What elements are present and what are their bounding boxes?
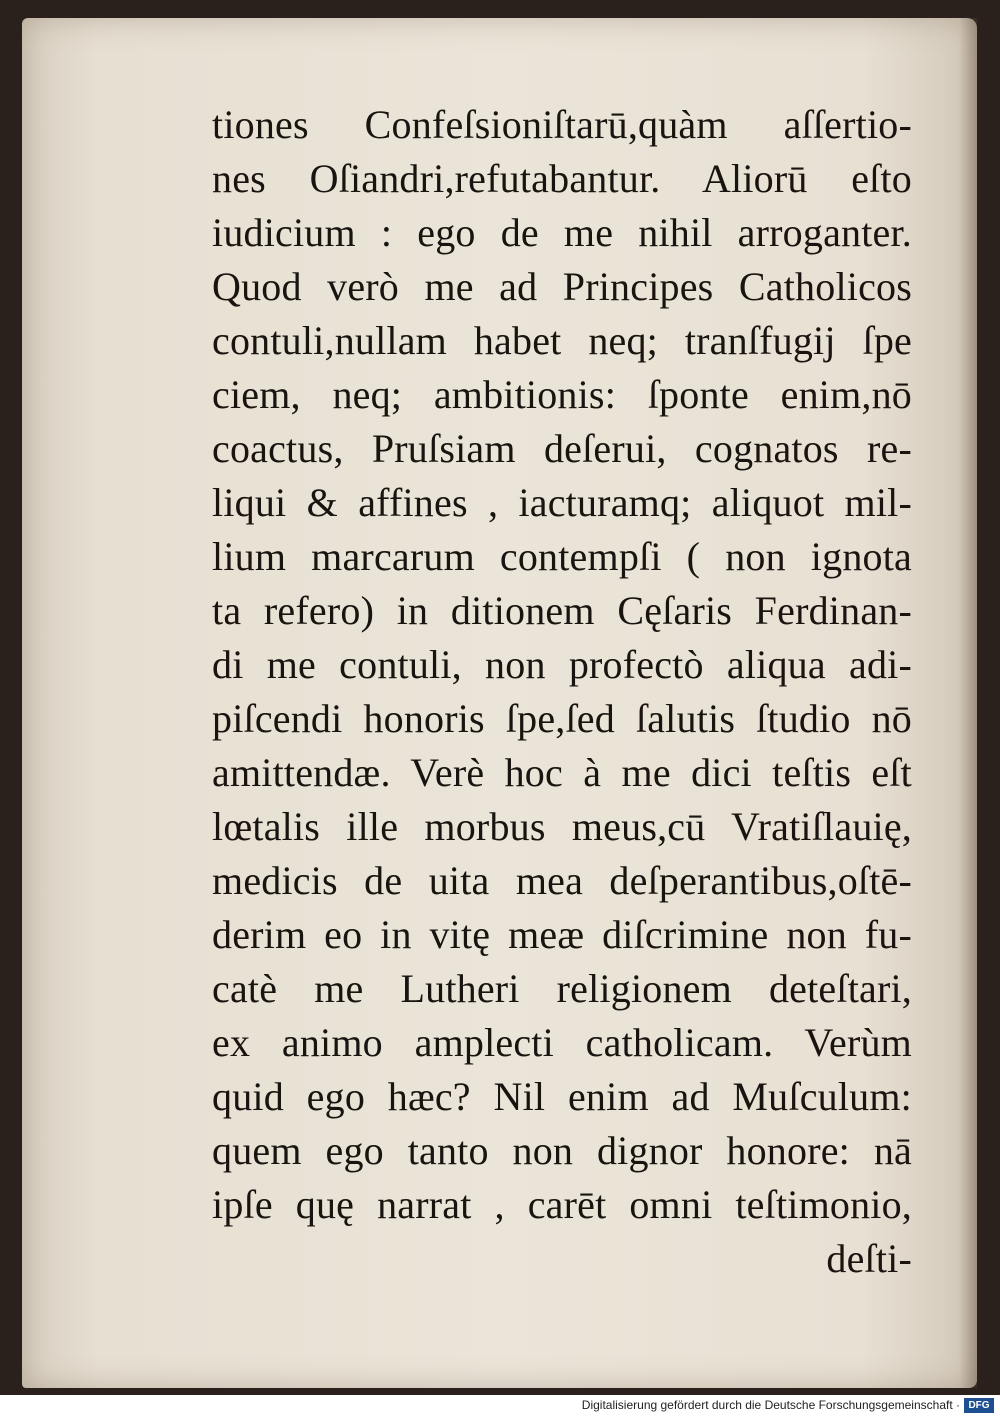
text-line: quid ego hæc? Nil enim ad Muſculum:: [212, 1074, 912, 1119]
body-text: [212, 98, 912, 1286]
digitization-footer: [0, 1395, 1000, 1417]
text-line: liqui & affines , iacturamq; aliquot mil-: [212, 480, 912, 525]
text-line: Quod verò me ad Principes Catholicos: [212, 264, 912, 309]
page-edge-shadow: [959, 18, 977, 1388]
text-line: di me contuli, non profectò aliqua adi-: [212, 642, 912, 687]
book-page: [22, 18, 977, 1388]
text-line: ta refero) in ditionem Cęſaris Ferdinan-: [212, 588, 912, 633]
catchword: deſti-: [826, 1236, 912, 1281]
text-line: ex animo amplecti catholicam. Verùm: [212, 1020, 912, 1065]
text-line: derim eo in vitę meæ diſcrimine non fu-: [212, 912, 912, 957]
text-line: quem ego tanto non dignor honore: nā: [212, 1128, 912, 1173]
text-line: contuli,nullam habet neq; tranſfugij ſpe: [212, 318, 912, 363]
text-line: ipſe quę narrat , carēt omni teſtimonio,: [212, 1182, 912, 1227]
text-line: coactus, Pruſsiam deſerui, cognatos re-: [212, 426, 912, 471]
text-line: catè me Lutheri religionem deteſtari,: [212, 966, 912, 1011]
text-line: ciem, neq; ambitionis: ſponte enim,nō: [212, 372, 912, 417]
text-line: piſcendi honoris ſpe,ſed ſalutis ſtudio nō: [212, 696, 912, 741]
text-line: lœtalis ille morbus meus,cū Vratiſlauię,: [212, 804, 912, 849]
text-line: nes Oſiandri,refutabantur. Aliorū eſto: [212, 156, 912, 201]
funding-credit: Digitalisierung gefördert durch die Deutsche Forschungsgemeinschaft ·: [581, 1398, 960, 1412]
text-line: lium marcarum contempſi ( non ignota: [212, 534, 912, 579]
text-line: amittendæ. Verè hoc à me dici teſtis eſt: [212, 750, 912, 795]
text-line: tiones Confeſsioniſtarū,quàm aſſertio-: [212, 102, 912, 147]
text-line: medicis de uita mea deſperantibus,oſtē-: [212, 858, 912, 903]
text-line: iudicium : ego de me nihil arroganter.: [212, 210, 912, 255]
dfg-logo: DFG: [964, 1398, 994, 1413]
